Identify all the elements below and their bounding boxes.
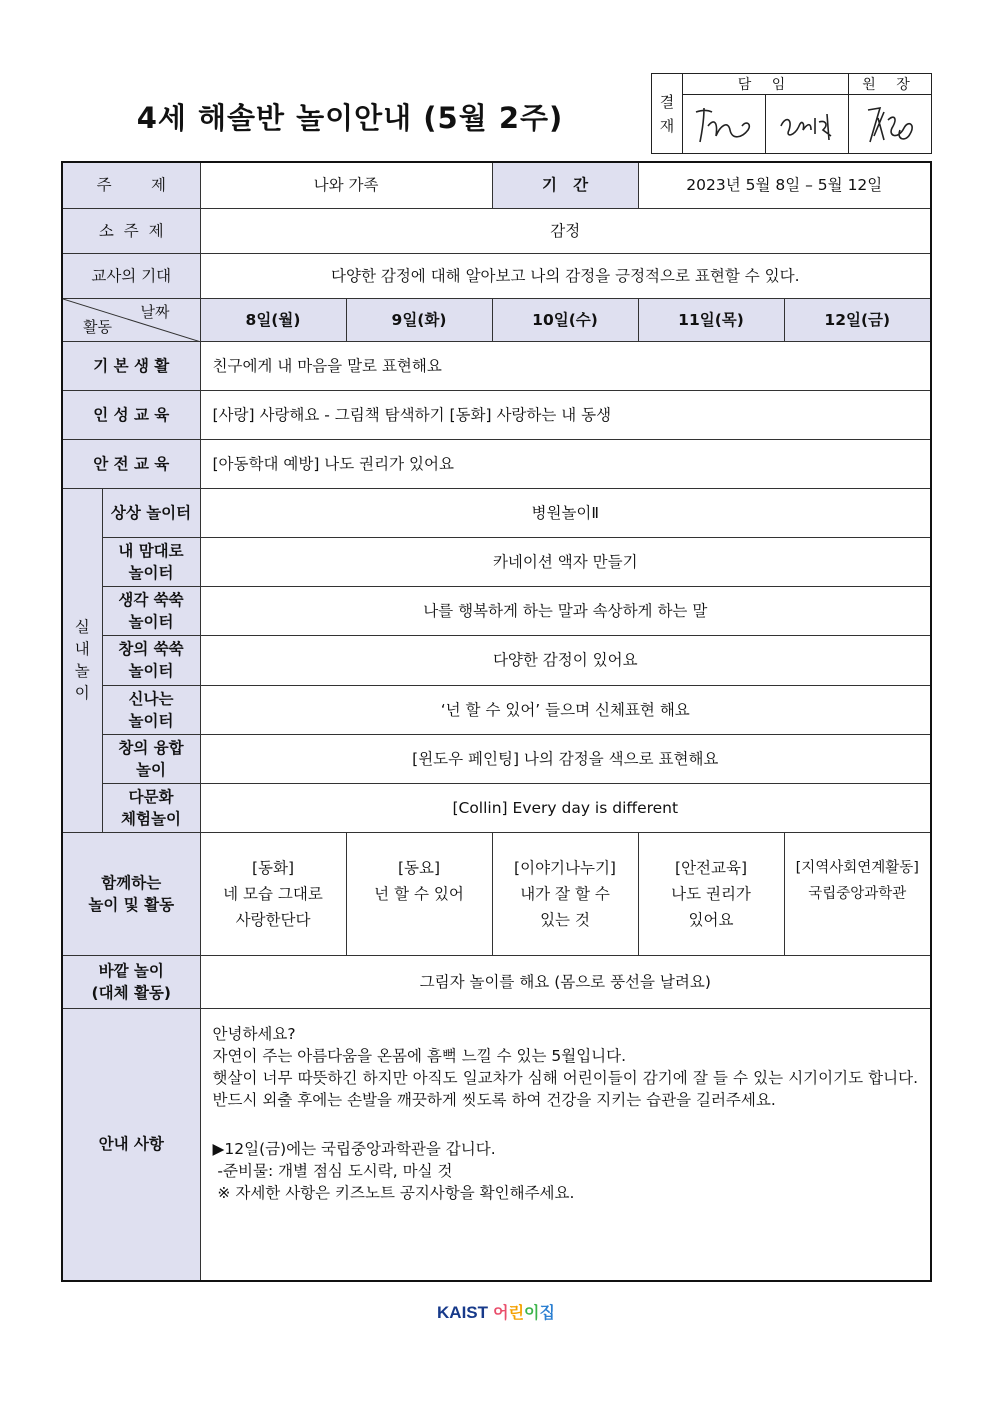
page-title: 4세 해솔반 놀이안내 (5월 2주): [136, 101, 564, 135]
day-header-3: 10일(수): [492, 298, 638, 341]
basic-life-value: 친구에게 내 마음을 말로 표현해요: [200, 341, 931, 390]
theme-value: 나와 가족: [200, 162, 492, 208]
logo-char: 이: [524, 1303, 540, 1322]
together-activities-label: 함께하는 놀이 및 활동: [62, 832, 200, 955]
notice-prep: -준비물: 개별 점심 도시락, 마실 것: [212, 1161, 453, 1180]
teacher-expectation-label: 교사의 기대: [62, 253, 200, 298]
indoor-row-content: 카네이션 액자 만들기: [200, 537, 931, 586]
outdoor-play-label: 바깥 놀이 (대체 활동): [62, 955, 200, 1008]
period-label: 기 간: [492, 162, 638, 208]
indoor-row-label: 신나는 놀이터: [102, 685, 200, 734]
together-activity: [동요] 넌 할 수 있어: [346, 832, 492, 955]
logo-kaist-text: KAIST: [437, 1303, 489, 1322]
indoor-row-content: 병원놀이Ⅱ: [200, 488, 931, 537]
indoor-row-label: 다문화 체험놀이: [102, 783, 200, 832]
together-activity: [지역사회연계활동] 국립중앙과학관: [784, 832, 931, 955]
day-header-2: 9일(화): [346, 298, 492, 341]
logo-char: 린: [508, 1303, 525, 1322]
period-value: 2023년 5월 8일 – 5월 12일: [638, 162, 931, 208]
together-activity: [이야기나누기] 내가 잘 할 수 있는 것: [492, 832, 638, 955]
notice-paragraph: 햇살이 너무 따뜻하긴 하지만 아직도 일교차가 심해 어린이들이 감기에 잘 들 수 있는 시기이기도 합니다. 반드시 외출 후에는 손발을 깨끗하게 씻도록 하여 건강을 지키는 습관을 길러주세요.: [212, 1068, 919, 1109]
indoor-row-label: 창의 융합 놀이: [102, 734, 200, 783]
theme-label: 주 제: [62, 162, 200, 208]
notice-line: 자연이 주는 아름다움을 온몸에 흠뻑 느낄 수 있는 5월입니다.: [212, 1046, 627, 1065]
notice-event: ▶12일(금)에는 국립중앙과학관을 갑니다.: [212, 1139, 496, 1158]
basic-life-label: 기 본 생 활: [62, 341, 200, 390]
subtheme-value: 감정: [200, 208, 931, 253]
date-label: 날짜: [140, 302, 170, 321]
together-activity: [동화] 네 모습 그대로 사랑한단다: [200, 832, 346, 955]
date-activity-header: [62, 298, 200, 341]
homeroom-signature-2: [766, 95, 849, 154]
approval-side-label: 결 재: [652, 74, 683, 154]
director-signature: [849, 95, 932, 154]
indoor-row-label: 생각 쑥쑥 놀이터: [102, 586, 200, 635]
approval-box: [651, 73, 932, 154]
character-education-label: 인 성 교 육: [62, 390, 200, 439]
indoor-row-label: 창의 쑥쑥 놀이터: [102, 635, 200, 685]
indoor-row-label: 상상 놀이터: [102, 488, 200, 537]
subtheme-label: 소 주 제: [62, 208, 200, 253]
director-label: 원 장: [849, 74, 932, 95]
character-education-value: [사랑] 사랑해요 - 그림책 탐색하기 [동화] 사랑하는 내 동생: [200, 390, 931, 439]
teacher-expectation-value: 다양한 감정에 대해 알아보고 나의 감정을 긍정적으로 표현할 수 있다.: [200, 253, 931, 298]
together-activity: [안전교육] 나도 권리가 있어요: [638, 832, 784, 955]
outdoor-play-value: 그림자 놀이를 해요 (몸으로 풍선을 날려요): [200, 955, 931, 1008]
indoor-row-content: 다양한 감정이 있어요: [200, 635, 931, 685]
day-header-4: 11일(목): [638, 298, 784, 341]
safety-education-label: 안 전 교 육: [62, 439, 200, 488]
notice-note: ※ 자세한 사항은 키즈노트 공지사항을 확인해주세요.: [212, 1183, 575, 1202]
indoor-play-group-label: 실 내 놀 이: [62, 488, 102, 832]
day-header-1: 8일(월): [200, 298, 346, 341]
homeroom-signature-1: [683, 95, 766, 154]
homeroom-label: 담 임: [683, 74, 849, 95]
plan-table: [61, 161, 932, 1282]
logo-char: 집: [539, 1303, 555, 1322]
indoor-row-content: [윈도우 페인팅] 나의 감정을 색으로 표현해요: [200, 734, 931, 783]
day-header-5: 12일(금): [784, 298, 931, 341]
activity-label: 활동: [83, 317, 112, 336]
notice-greeting: 안녕하세요?: [212, 1024, 296, 1043]
logo-char: 어: [493, 1303, 509, 1322]
notice-body: [200, 1008, 931, 1281]
indoor-row-content: ‘넌 할 수 있어’ 들으며 신체표현 해요: [200, 685, 931, 734]
kindergarten-logo: [0, 1300, 992, 1323]
indoor-row-content: 나를 행복하게 하는 말과 속상하게 하는 말: [200, 586, 931, 635]
notice-label: 안내 사항: [62, 1008, 200, 1281]
safety-education-value: [아동학대 예방] 나도 권리가 있어요: [200, 439, 931, 488]
indoor-row-label: 내 맘대로 놀이터: [102, 537, 200, 586]
indoor-row-content: [Collin] Every day is different: [200, 783, 931, 832]
